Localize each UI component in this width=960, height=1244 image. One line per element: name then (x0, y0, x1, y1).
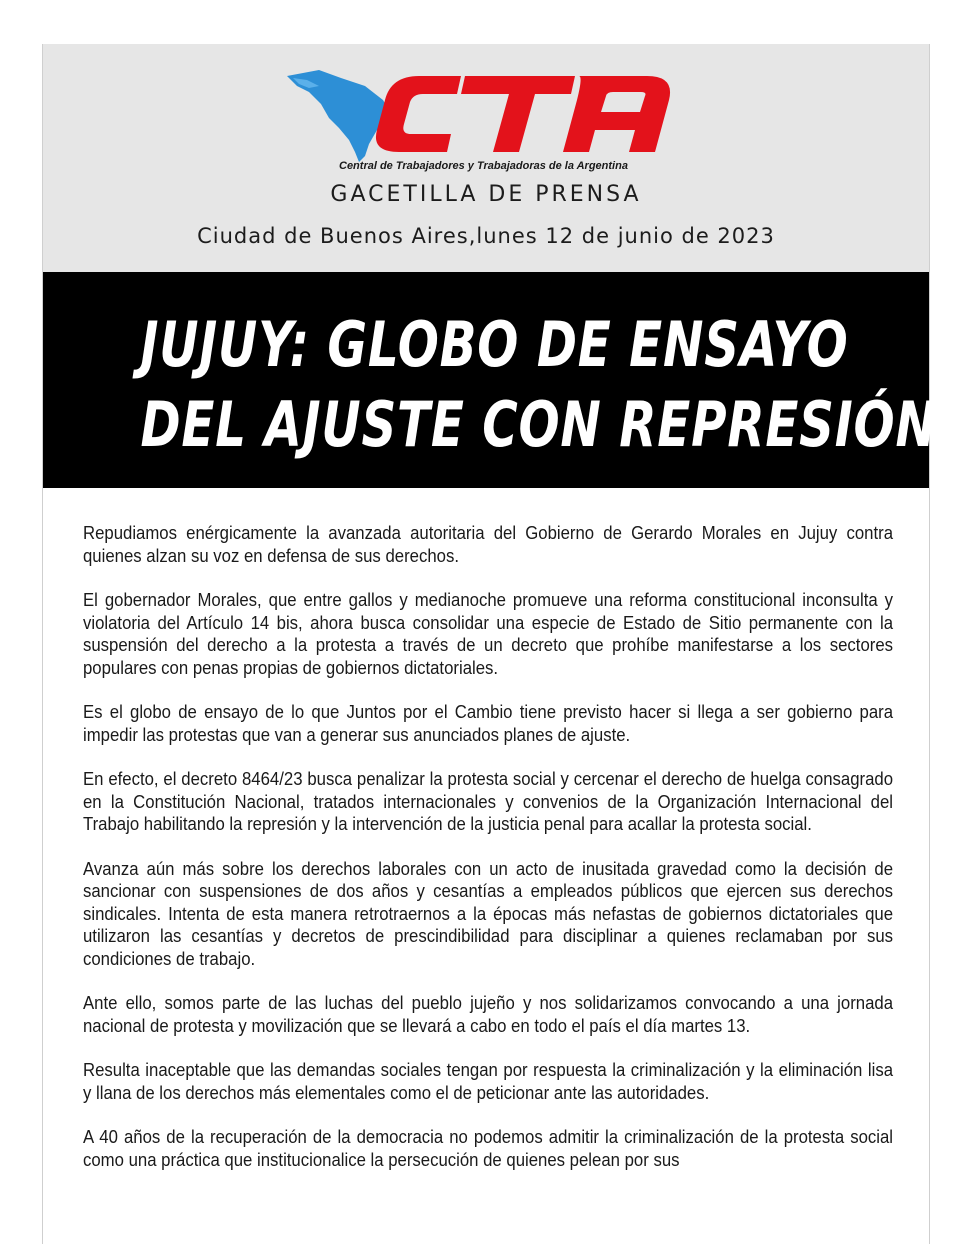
headline-banner (43, 272, 937, 488)
paragraph-1: Repudiamos enérgicamente la avanzada autoritaria del Gobierno de Gerardo Morales en Jujuy contra quienes alzan su voz en defensa de sus derechos. (83, 523, 894, 566)
headline-line-1: JUJUY: GLOBO DE ENSAYO (140, 308, 849, 381)
logo-letter-a (563, 76, 670, 152)
paragraph-6: Ante ello, somos parte de las luchas del pueblo jujeño y nos solidarizamos convocando a una jornada nacional de protesta y movilización que se llevará a cabo en todo el país el día martes 13. (83, 993, 894, 1036)
paragraph-2: El gobernador Morales, que entre gallos y medianoche promueve una reforma constitucional inconsulta y violatoria del Artículo 14 bis, ahora busca consolidar una especie de Estado de Sitio permanente con la suspensión del derecho a la protesta a través de un decreto que prohíbe manifestarse a los sectores populares con penas propias de gobiernos dictatoriales. (83, 590, 894, 678)
headline-line-2: DEL AJUSTE CON REPRESIÓN (140, 388, 937, 461)
logo-letter-c (376, 76, 461, 152)
paragraph-7: Resulta inaceptable que las demandas sociales tengan por respuesta la criminalización y la eliminación lisa y llana de los derechos más elementales como el de peticionar ante las autoridades. (83, 1060, 894, 1103)
masthead (43, 44, 929, 272)
press-release-label: GACETILLA DE PRENSA (330, 182, 642, 207)
paragraph-5: Avanza aún más sobre los derechos laborales con un acto de inusitada gravedad como la decisión de sancionar con suspensiones de dos años y cesantías a empleados públicos que ejercen sus derechos sindicales. Intenta de esta manera retrotraernos a la épocas más nefastas de gobiernos dictatoriales que utilizaron las cesantías y decretos de prescindibilidad para disciplinar a quienes reclamaban por sus condiciones de trabajo. (83, 858, 894, 969)
paragraph-8: A 40 años de la recuperación de la democracia no podemos admitir la criminalización de la protesta social como una práctica que institucionalice la persecución de quienes pelean por sus (83, 1127, 894, 1170)
paragraph-3: Es el globo de ensayo de lo que Juntos por el Cambio tiene previsto hacer si llega a ser gobierno para impedir las protestas que van a generar sus anunciados planes de ajuste. (83, 702, 894, 745)
press-release-sheet (42, 44, 937, 1244)
cta-logo-graphic (279, 56, 689, 166)
paragraph-4: En efecto, el decreto 8464/23 busca penalizar la protesta social y cercenar el derecho de huelga consagrado en la Constitución Nacional, tratados internacionales y convenios de la Organización Internacional del Trabajo habilitando la represión y la intervención de la justicia penal para acallar la protesta social. (83, 769, 894, 834)
dateline: Ciudad de Buenos Aires,lunes 12 de junio de 2023 (197, 224, 775, 248)
organization-name: Central de Trabajadores y Trabajadoras de la Argentina (339, 160, 628, 172)
article-body (83, 522, 893, 1193)
